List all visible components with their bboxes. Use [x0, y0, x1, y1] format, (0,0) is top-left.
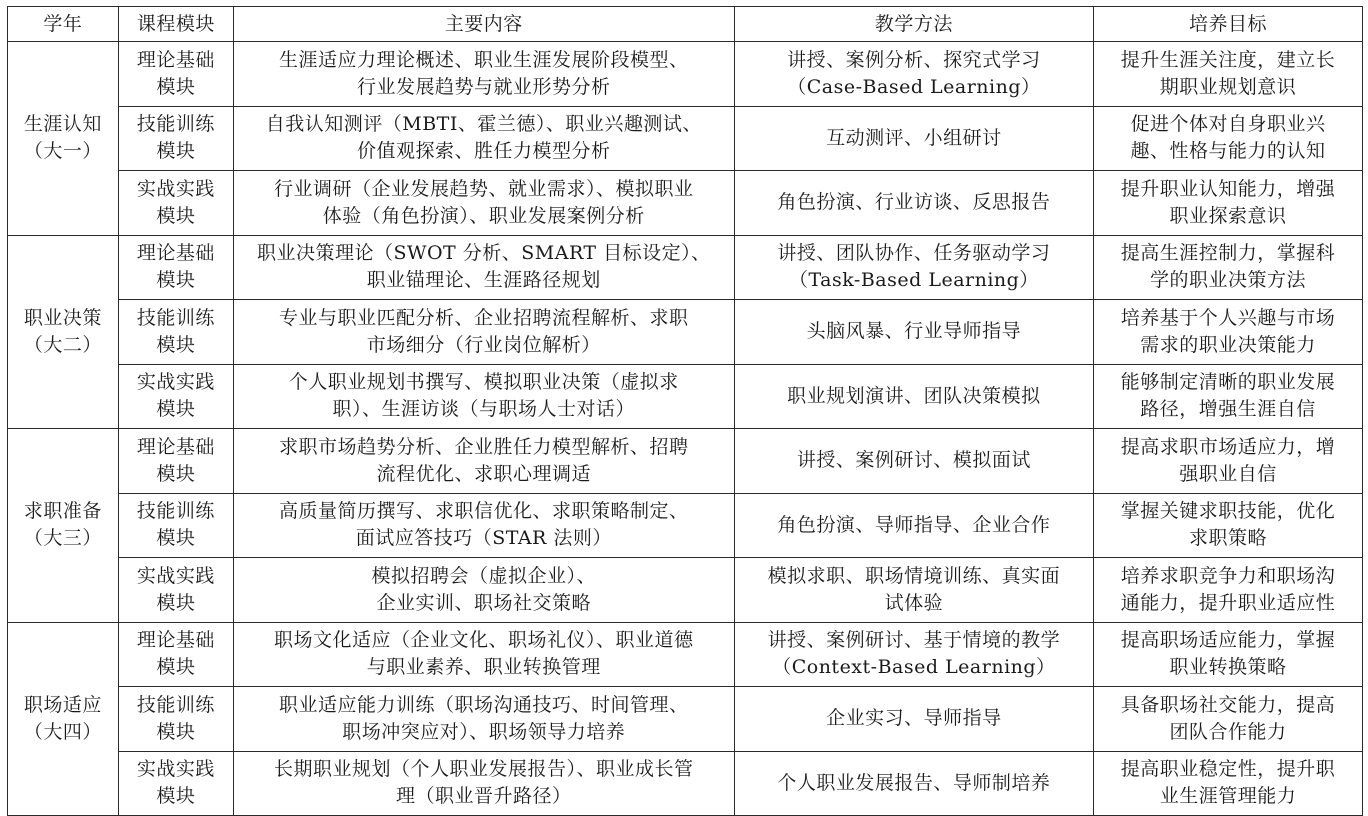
module-cell-line: 技能训练: [136, 500, 215, 523]
table-row: [8, 300, 1363, 365]
method-cell-line: 个人职业发展报告、导师制培养: [777, 771, 1051, 794]
header-row: [8, 7, 1363, 42]
module-cell-line: 模块: [156, 527, 196, 550]
content-cell-line: 长期职业规划（个人职业发展报告）、职业成长管: [274, 758, 694, 781]
method-cell: [734, 235, 1093, 300]
method-cell: [734, 364, 1093, 429]
goal-cell: [1094, 429, 1363, 494]
method-cell-line: 角色扮演、行业访谈、反思报告: [777, 191, 1051, 214]
goal-cell-line: 掌握关键求职技能，优化: [1120, 500, 1336, 523]
goal-cell: [1094, 622, 1363, 687]
module-cell-line: 技能训练: [136, 306, 215, 329]
goal-cell-line: 强职业自信: [1179, 462, 1277, 485]
year-cell: [8, 42, 119, 236]
method-cell: [734, 171, 1093, 236]
content-cell: [233, 429, 734, 494]
goal-cell: [1094, 300, 1363, 365]
module-cell: [118, 106, 233, 171]
content-cell-line: 行业发展趋势与就业形势分析: [357, 75, 611, 98]
goal-cell-line: 促进个体对自身职业兴: [1130, 113, 1326, 136]
table-row: [8, 558, 1363, 623]
year-cell-line: 职业决策: [23, 306, 102, 329]
goal-cell: [1094, 751, 1363, 816]
table-row: [8, 751, 1363, 816]
curriculum-table: [7, 6, 1363, 816]
content-cell: [233, 558, 734, 623]
table-row: [8, 493, 1363, 558]
year-cell-line: （大一）: [23, 140, 102, 163]
content-cell-line: 企业实训、职场社交策略: [376, 591, 592, 614]
content-cell: [233, 235, 734, 300]
method-cell: [734, 300, 1093, 365]
content-cell-line: 求职市场趋势分析、企业胜任力模型解析、招聘: [279, 435, 689, 458]
content-cell-line: 生涯适应力理论概述、职业生涯发展阶段模型、: [279, 48, 689, 71]
module-cell-line: 实战实践: [136, 564, 215, 587]
content-cell-line: 体验（角色扮演）、职业发展案例分析: [322, 204, 645, 227]
year-cell-line: （大三）: [23, 527, 102, 550]
method-cell-line: 职业规划演讲、团队决策模拟: [787, 384, 1041, 407]
content-cell-line: 专业与职业匹配分析、企业招聘流程解析、求职: [279, 306, 689, 329]
year-cell: [8, 235, 119, 429]
module-cell-line: 实战实践: [136, 758, 215, 781]
year-cell-line: 生涯认知: [23, 113, 102, 136]
method-cell-line: 讲授、案例分析、探究式学习: [787, 48, 1041, 71]
module-cell-line: 理论基础: [136, 242, 215, 265]
module-cell-line: 模块: [156, 591, 196, 614]
method-cell: [734, 42, 1093, 107]
goal-cell-line: 期职业规划意识: [1159, 75, 1297, 98]
goal-cell-line: 学的职业决策方法: [1150, 269, 1307, 292]
module-cell-line: 实战实践: [136, 177, 215, 200]
goal-cell: [1094, 235, 1363, 300]
goal-cell-line: 职业转换策略: [1169, 656, 1287, 679]
goal-cell-line: 培养求职竞争力和职场沟: [1120, 564, 1336, 587]
goal-cell-line: 提升生涯关注度，建立长: [1120, 48, 1336, 71]
content-cell-line: 价值观探索、胜任力模型分析: [357, 140, 611, 163]
goal-cell-line: 业生涯管理能力: [1159, 785, 1297, 808]
content-cell-line: 职场冲突应对）、职场领导力培养: [342, 720, 626, 743]
goal-cell-line: 能够制定清晰的职业发展: [1120, 371, 1336, 394]
module-cell-line: 模块: [156, 398, 196, 421]
module-cell: [118, 558, 233, 623]
method-cell-line: 头脑风暴、行业导师指导: [806, 320, 1022, 343]
table-row: [8, 622, 1363, 687]
module-cell-line: 实战实践: [136, 371, 215, 394]
method-cell-line: （Case-Based Learning）: [787, 75, 1041, 98]
method-cell-line: 模拟求职、职场情境训练、真实面: [767, 564, 1061, 587]
module-cell-line: 模块: [156, 140, 196, 163]
module-cell: [118, 429, 233, 494]
content-cell-line: 自我认知测评（MBTI、霍兰德）、职业兴趣测试、: [265, 113, 702, 136]
content-cell-line: 职）、生涯访谈（与职场人士对话）: [332, 398, 636, 421]
year-cell: [8, 429, 119, 623]
goal-cell-line: 趣、性格与能力的认知: [1130, 140, 1326, 163]
module-cell: [118, 493, 233, 558]
content-cell: [233, 42, 734, 107]
content-cell: [233, 300, 734, 365]
goal-cell-line: 通能力，提升职业适应性: [1120, 591, 1336, 614]
content-cell-line: 职业决策理论（SWOT 分析、SMART 目标设定）、: [256, 242, 711, 265]
year-cell-line: （大二）: [23, 333, 102, 356]
method-cell: [734, 106, 1093, 171]
content-cell: [233, 622, 734, 687]
goal-cell-line: 提高职场适应能力，掌握: [1120, 629, 1336, 652]
content-cell-line: 理（职业晋升路径）: [396, 785, 572, 808]
header-year: 学年: [8, 7, 119, 42]
method-cell-line: 讲授、案例研讨、模拟面试: [796, 449, 1031, 472]
content-cell: [233, 493, 734, 558]
content-cell: [233, 364, 734, 429]
module-cell-line: 模块: [156, 269, 196, 292]
goal-cell-line: 提升职业认知能力，增强: [1120, 177, 1336, 200]
content-cell-line: 模拟招聘会（虚拟企业）、: [371, 564, 597, 587]
goal-cell-line: 提高职业稳定性，提升职: [1120, 758, 1336, 781]
module-cell: [118, 751, 233, 816]
year-cell-line: 职场适应: [23, 693, 102, 716]
module-cell-line: 技能训练: [136, 693, 215, 716]
table-row: [8, 235, 1363, 300]
module-cell-line: 模块: [156, 656, 196, 679]
content-cell-line: 行业调研（企业发展趋势、就业需求）、模拟职业: [274, 177, 694, 200]
method-cell: [734, 687, 1093, 752]
module-cell: [118, 687, 233, 752]
content-cell-line: 个人职业规划书撰写、模拟职业决策（虚拟求: [288, 371, 679, 394]
method-cell: [734, 558, 1093, 623]
method-cell-line: 试体验: [884, 591, 944, 614]
module-cell-line: 模块: [156, 785, 196, 808]
goal-cell: [1094, 558, 1363, 623]
method-cell-line: （Context-Based Learning）: [772, 656, 1056, 679]
goal-cell-line: 路径，增强生涯自信: [1140, 398, 1316, 421]
module-cell-line: 理论基础: [136, 435, 215, 458]
year-cell-line: （大四）: [23, 720, 102, 743]
goal-cell: [1094, 364, 1363, 429]
content-cell-line: 职业锚理论、生涯路径规划: [366, 269, 601, 292]
module-cell-line: 理论基础: [136, 629, 215, 652]
module-cell: [118, 622, 233, 687]
method-cell: [734, 429, 1093, 494]
content-cell-line: 职业适应能力训练（职场沟通技巧、时间管理、: [279, 693, 689, 716]
module-cell-line: 理论基础: [136, 48, 215, 71]
module-cell: [118, 42, 233, 107]
goal-cell-line: 求职策略: [1189, 527, 1268, 550]
year-cell-line: 求职准备: [23, 500, 102, 523]
content-cell-line: 职场文化适应（企业文化、职场礼仪）、职业道德: [274, 629, 694, 652]
module-cell-line: 模块: [156, 204, 196, 227]
goal-cell-line: 培养基于个人兴趣与市场: [1120, 306, 1336, 329]
content-cell-line: 流程优化、求职心理调适: [376, 462, 592, 485]
method-cell: [734, 751, 1093, 816]
module-cell: [118, 300, 233, 365]
goal-cell-line: 具备职场社交能力，提高: [1120, 693, 1336, 716]
method-cell-line: 互动测评、小组研讨: [826, 126, 1002, 149]
goal-cell-line: 职业探索意识: [1169, 204, 1287, 227]
goal-cell-line: 团队合作能力: [1169, 720, 1287, 743]
module-cell-line: 模块: [156, 75, 196, 98]
goal-cell: [1094, 42, 1363, 107]
method-cell-line: 讲授、团队协作、任务驱动学习: [777, 242, 1051, 265]
module-cell-line: 技能训练: [136, 113, 215, 136]
module-cell-line: 模块: [156, 333, 196, 356]
goal-cell: [1094, 106, 1363, 171]
method-cell-line: 讲授、案例研讨、基于情境的教学: [767, 629, 1061, 652]
goal-cell: [1094, 171, 1363, 236]
year-cell: [8, 622, 119, 816]
header-module: 课程模块: [118, 7, 233, 42]
content-cell-line: 市场细分（行业岗位解析）: [366, 333, 601, 356]
module-cell-line: 模块: [156, 462, 196, 485]
goal-cell-line: 需求的职业决策能力: [1140, 333, 1316, 356]
content-cell: [233, 106, 734, 171]
method-cell: [734, 493, 1093, 558]
method-cell-line: 角色扮演、导师指导、企业合作: [777, 513, 1051, 536]
table-row: [8, 364, 1363, 429]
header-method: 教学方法: [734, 7, 1093, 42]
content-cell-line: 高质量简历撰写、求职信优化、求职策略制定、: [279, 500, 689, 523]
module-cell-line: 模块: [156, 720, 196, 743]
method-cell-line: 企业实习、导师指导: [826, 707, 1002, 730]
goal-cell: [1094, 493, 1363, 558]
goal-cell-line: 提高生涯控制力，掌握科: [1120, 242, 1336, 265]
module-cell: [118, 235, 233, 300]
table-row: [8, 687, 1363, 752]
module-cell: [118, 171, 233, 236]
table-body: [8, 42, 1363, 816]
content-cell-line: 与职业素养、职业转换管理: [366, 656, 601, 679]
table-row: [8, 42, 1363, 107]
content-cell: [233, 687, 734, 752]
module-cell: [118, 364, 233, 429]
goal-cell-line: 提高求职市场适应力，增: [1120, 435, 1336, 458]
goal-cell: [1094, 687, 1363, 752]
table-row: [8, 429, 1363, 494]
method-cell: [734, 622, 1093, 687]
header-content: 主要内容: [233, 7, 734, 42]
content-cell: [233, 751, 734, 816]
table-row: [8, 171, 1363, 236]
table-row: [8, 106, 1363, 171]
content-cell: [233, 171, 734, 236]
content-cell-line: 面试应答技巧（STAR 法则）: [355, 527, 612, 550]
header-goal: 培养目标: [1094, 7, 1363, 42]
method-cell-line: （Task-Based Learning）: [788, 269, 1039, 292]
